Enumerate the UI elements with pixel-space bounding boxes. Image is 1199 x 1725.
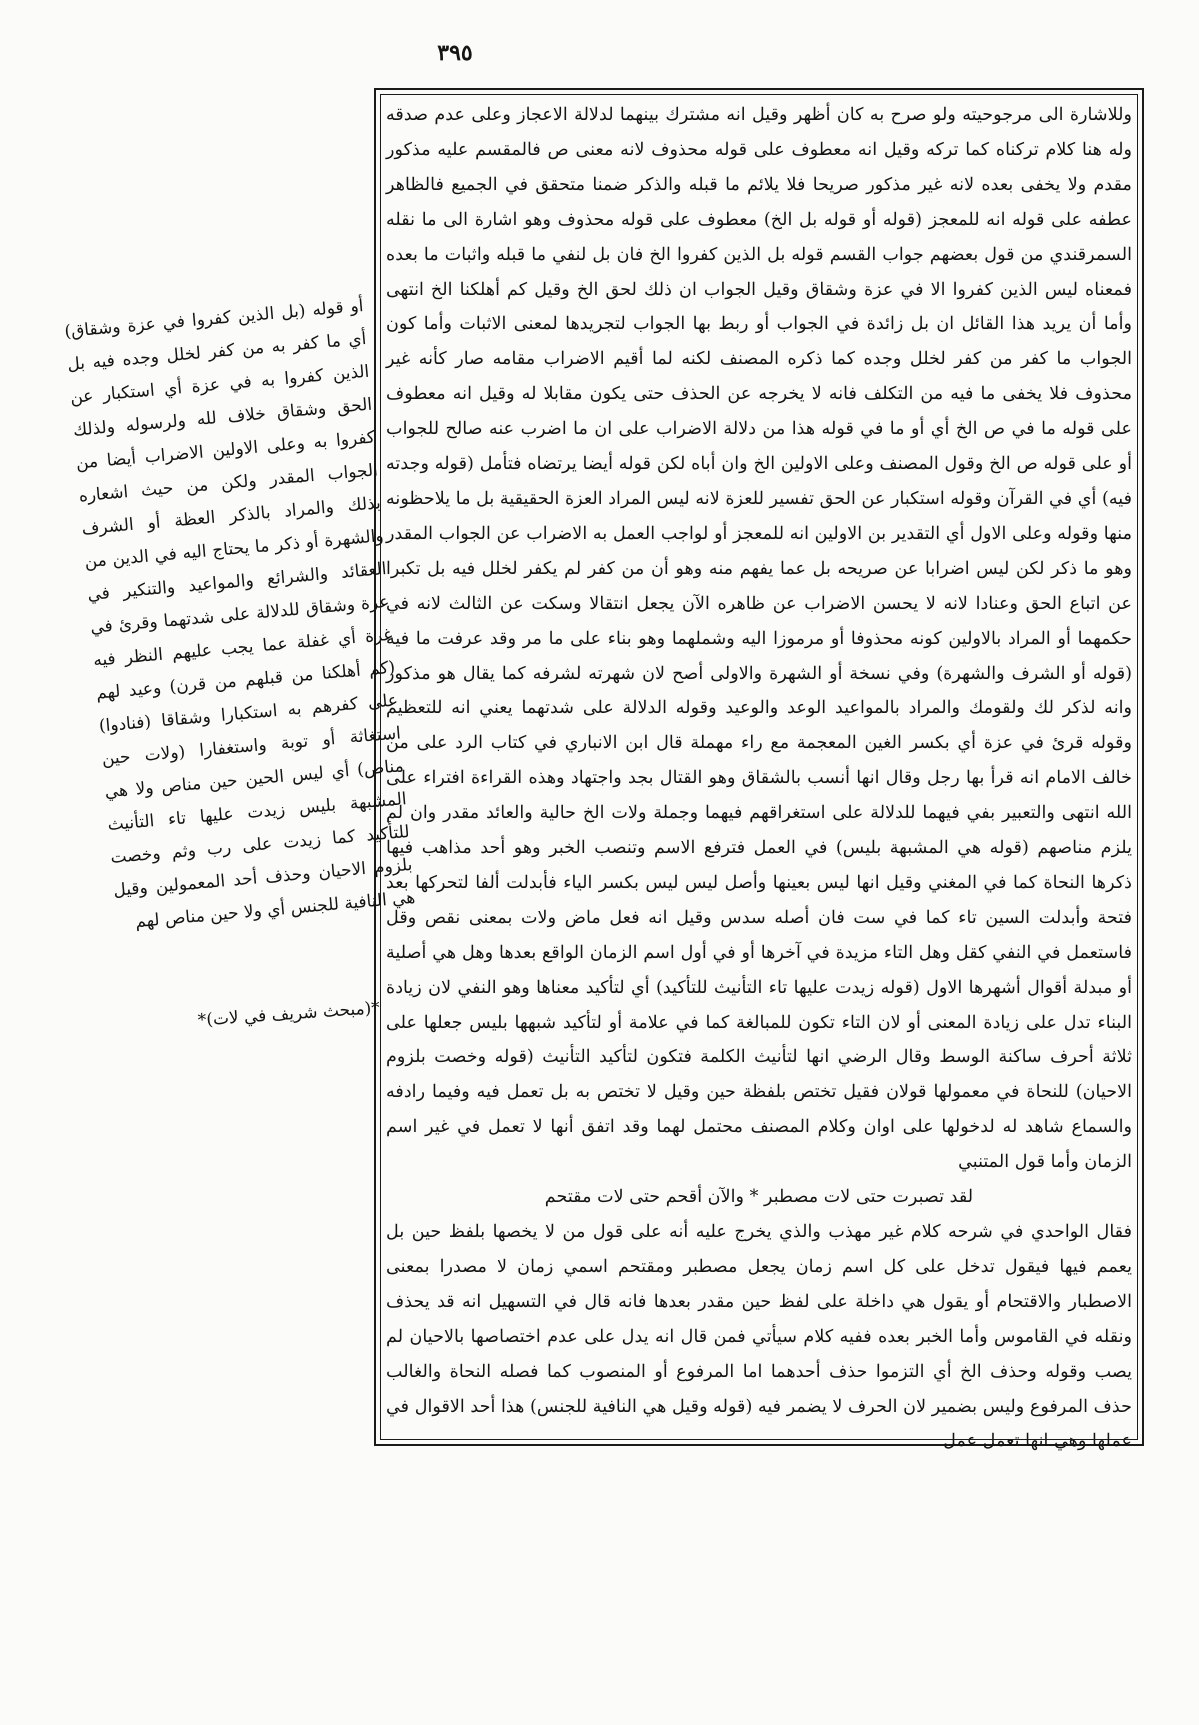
poetry-verse: لقد تصبرت حتى لات مصطبر * والآن أقحم حتى لات مقتحم [544,1187,974,1208]
margin-footnote: *(مبحث شريف في لات)* [197,998,381,1031]
main-paragraph-after-verse: فقال الواحدي في شرحه كلام غير مهذب والذي يخرج عليه أنه على قول من لا يخصها بلفظ حين بل يعمم فيها فيقول تدخل على كل اسم زمان يجعل مصطبر ومقتحم اسمي زمان لا مصدرا بمعنى الاصطبار والاقتحام أو يقول هي داخلة على لفظ حين مقدر بعدها فانه قال في التسهيل انه قد يحذف ونقله في القاموس وأما الخبر بعده ففيه كلام سيأتي فمن قال انه يدل على عدم اختصاصها بالاحيان لم يصب وقوله وحذف الخ أي التزموا حذف أحدهما اما المرفوع أو المنصوب كما فصله النحاة والغالب حذف المرفوع وليس بضمير لان الحرف لا يضمر فيه (قوله وقيل هي النافية للجنس) هذا أحد الاقوال في عملها وهي انها تعمل عمل [386,1222,1132,1452]
page-number: ٣٩٥ [437,40,473,66]
margin-commentary: أو قوله (بل الذين كفروا في عزة وشقاق) أي ما كفر به من كفر لخلل وجده فيه بل الذين كفروا به في عزة أي استكبار عن الحق وشقاق خلاف لله ولرسوله ولذلك كفروا به وعلى الاولين الاضراب أيضا من الجواب المقدر ولكن من حيث اشعاره بذلك والمراد بالذكر العظة أو الشرف والشهرة أو ذكر ما يحتاج اليه في الدين من العقائد والشرائع والمواعيد والتنكير في عزة وشقاق للدلالة على شدتهما وقرئ في غرة أي غفلة عما يجب عليهم النظر فيه (كم أهلكنا من قبلهم من قرن) وعيد لهم على كفرهم به استكبارا وشقاقا (فنادوا) استغاثة أو توبة واستغفارا (ولات حين مناص) أي ليس الحين حين مناص ولا هي المشبهة بليس زيدت عليها تاء التأنيث للتأكيد كما زيدت على رب وثم وخصت بلزوم الاحيان وحذف أحد المعمولين وقيل هي النافية للجنس أي ولا حين مناص لهم [63,295,417,933]
main-text-frame [374,88,1144,1452]
main-text-body [386,98,1132,1452]
main-paragraph: وللاشارة الى مرجوحيته ولو صرح به كان أظهر وقيل انه مشترك بينهما لدلالة الاعجاز وعلى عدم صدقه وله هنا كلام تركناه كما تركه وقيل انه معطوف على قوله محذوف لانه معنى ص فالمقسم عليه مذكور مقدم ولا يخفى بعده لانه غير مذكور صريحا فلا يلائم ما قبله والذكر ضمنا متحقق في الجميع فالظاهر عطفه على قوله انه للمعجز (قوله أو قوله بل الخ) معطوف على قوله محذوف وهو اشارة الى ما نقله السمرقندي من قول بعضهم جواب القسم قوله بل الذين كفروا الخ فان بل لنفي ما قبله واثبات ما بعده فمعناه ليس الذين كفروا الا في عزة وشقاق وقيل الجواب ان ذلك لحق الخ وقيل كم أهلكنا الخ انتهى وأما أن يريد هذا القائل ان بل زائدة في الجواب أو ربط بها الجواب لتجريدها لمعنى الاثبات وأما كون الجواب ما كفر من كفر لخلل وجده كما ذكره المصنف لكنه لما أقيم الاضراب مقامه صار كأنه غير محذوف فلا يخفى ما فيه من التكلف فانه لا يخرجه عن الحذف حتى يكون مقابلا له وقيل انه معطوف على قوله ما في ص الخ أي أو ما في قوله هذا من دلالة الاضراب على ان ما اضرب عنه صالح للجواب أو على قوله ص الخ وقول المصنف وعلى الاولين الخ وان أباه لكن قوله أيضا يرتضاه فتأمل (قوله وجدته فيه) أي في القرآن وقوله استكبار عن الحق تفسير للعزة لانه ليس المراد العزة الحقيقية بل ما يلاحظونه منها وقوله وعلى الاول أي التقدير بن الاولين انه للمعجز أو لواجب العمل به الاضراب عن الجواب المقدر وهو ما ذكر لكن ليس اضرابا عن صريحه بل عما يفهم منه وهو أن من كفر لم يكفر لخلل فيه بل تكبرا عن اتباع الحق وعنادا لانه لا يحسن الاضراب عن ظاهره الآن يجعل انتقالا وسكت عن الثالث لانه في حكمهما أو المراد بالاولين كونه محذوفا أو مرموزا اليه وشملهما وهو بناء على ما مر وقد عرفت ما فيه (قوله أو الشرف والشهرة) وفي نسخة أو الشهرة والاولى أصح لان شهرته لشرفه كما يقال هو مذكور وانه لذكر لك ولقومك والمراد بالمواعيد الوعد والوعيد وقوله الدلالة على شدتهما يعني انه للتعظيم وقوله قرئ في عزة أي بكسر الغين المعجمة مع راء مهملة قال ابن الانباري في كتاب الرد على من خالف الامام انه قرأ بها رجل وقال انها أنسب بالشقاق وهو القتال بجد واجتهاد وهذه القراءة افتراء على الله انتهى والتعبير بفي فيهما للدلالة على استغراقهم فيهما وجملة ولات الخ حالية والعائد مقدر وان لم يلزم مناصهم (قوله هي المشبهة بليس) في العمل فترفع الاسم وتنصب الخبر وهو أحد مذاهب فيها ذكرها النحاة كما في المغني وقيل انها ليس بعينها وأصل ليس ليس بكسر الياء فأبدلت ألفا لتحركها بعد فتحة وأبدلت السين تاء كما في ست فان أصله سدس وقيل انه فعل ماض ولات بمعنى نقص وقل فاستعمل في النفي كقل وهل التاء مزيدة في آخرها أو في أول اسم الزمان الواقع بعدها وهل هي أصلية أو مبدلة أقوال أشهرها الاول (قوله زيدت عليها تاء التأنيث للتأكيد) أي لتأكيد معناها وهو النفي لان زيادة البناء تدل على زيادة المعنى أو لان التاء تكون للمبالغة كما في علامة أو لتأكيد شبهها بليس جعلها على ثلاثة أحرف ساكنة الوسط وقال الرضي انها لتأنيث الكلمة فتكون لتأكيد التأنيث (قوله وخصت بلزوم الاحيان) للنحاة في معمولها قولان فقيل تختص بلفظة حين وقيل لا تختص به بل تعمل فيه وفيما رادفه والسماع شاهد له لدخولها على اوان وكلام المصنف محتمل لهما وقد اتفق أنها لا تعمل في غير اسم الزمان وأما قول المتنبي [386,105,1132,1173]
